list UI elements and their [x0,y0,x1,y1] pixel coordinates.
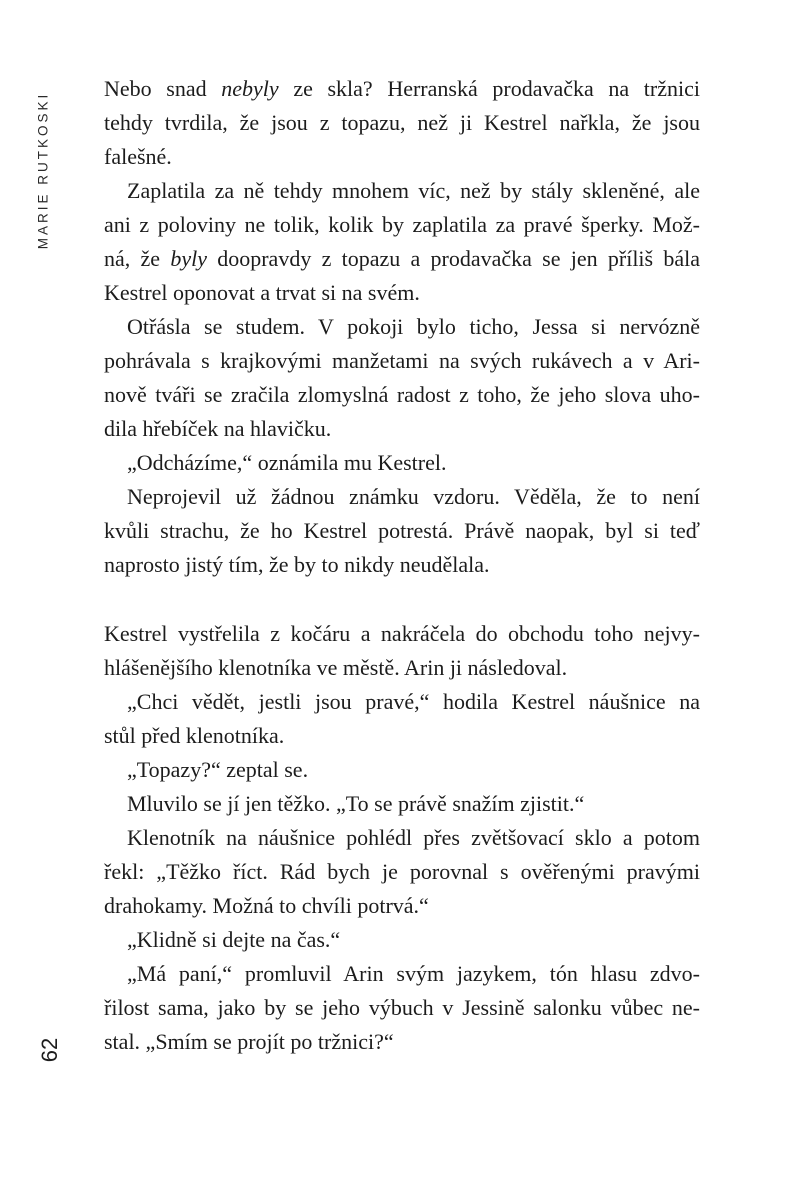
text-line: ani z poloviny ne tolik, kolik by zaplatila za pravé šperky. Mož- [104,212,700,237]
text-line: drahokamy. Možná to chvíli potrvá.“ [104,893,429,918]
text-line: hlášenějšího klenotníka ve městě. Arin ji následoval. [104,655,568,680]
text-line: Mluvilo se jí jen těžko. „To se právě snažím zjistit.“ [127,791,585,816]
text-line: stal. „Smím se projít po tržnici?“ [104,1029,394,1054]
text-line: falešné. [104,144,172,169]
text-line: „Má paní,“ promluvil Arin svým jazykem, tón hlasu zdvo- [127,961,700,986]
running-head [26,75,60,265]
text-line: Otřásla se studem. V pokoji bylo ticho, Jessa si nervózně [127,314,700,339]
text-line: stůl před klenotníka. [104,723,285,748]
text-line: Nebo snad nebyly ze skla? Herranská prodavačka na tržnici [104,76,700,101]
text-line: „Odcházíme,“ oznámila mu Kestrel. [127,450,447,475]
text-line: nově tváři se zračila zlomyslná radost z toho, že jeho slova uho- [104,382,700,407]
text-line: „Topazy?“ zeptal se. [127,757,309,782]
text-line: řilost sama, jako by se jeho výbuch v Jessině salonku vůbec ne- [104,995,700,1020]
section-break [104,582,700,617]
text-line: ná, že byly doopravdy z topazu a prodavačka se jen příliš bála [104,246,700,271]
text-line: Zaplatila za ně tehdy mnohem víc, než by stály skleněné, ale [127,178,700,203]
text-line: Kestrel oponovat a trvat si na svém. [104,280,420,305]
body-text [104,72,700,1059]
text-line: kvůli strachu, že ho Kestrel potrestá. Právě naopak, byl si teď [104,518,700,543]
text-line: naprosto jistý tím, že by to nikdy neudělala. [104,552,490,577]
text-line: Kestrel vystřelila z kočáru a nakráčela do obchodu toho nejvy- [104,621,700,646]
text-line: „Chci vědět, jestli jsou pravé,“ hodila Kestrel náušnice na [127,689,700,714]
text-line: „Klidně si dejte na čas.“ [127,927,341,952]
text-line: řekl: „Těžko říct. Rád bych je porovnal s ověřenými pravými [104,859,700,884]
page-number-label: 62 [36,1037,62,1063]
text-line: tehdy tvrdila, že jsou z topazu, než ji Kestrel nařkla, že jsou [104,110,700,135]
text-line: dila hřebíček na hlavičku. [104,416,332,441]
text-line: pohrávala s krajkovými manžetami na svých rukávech a v Ari- [104,348,700,373]
running-head-author: MARIE RUTKOSKI [35,91,51,249]
page-number [30,1030,70,1070]
text-line: Neprojevil už žádnou známku vzdoru. Věděla, že to není [127,484,700,509]
text-line: Klenotník na náušnice pohlédl přes zvětšovací sklo a potom [127,825,700,850]
